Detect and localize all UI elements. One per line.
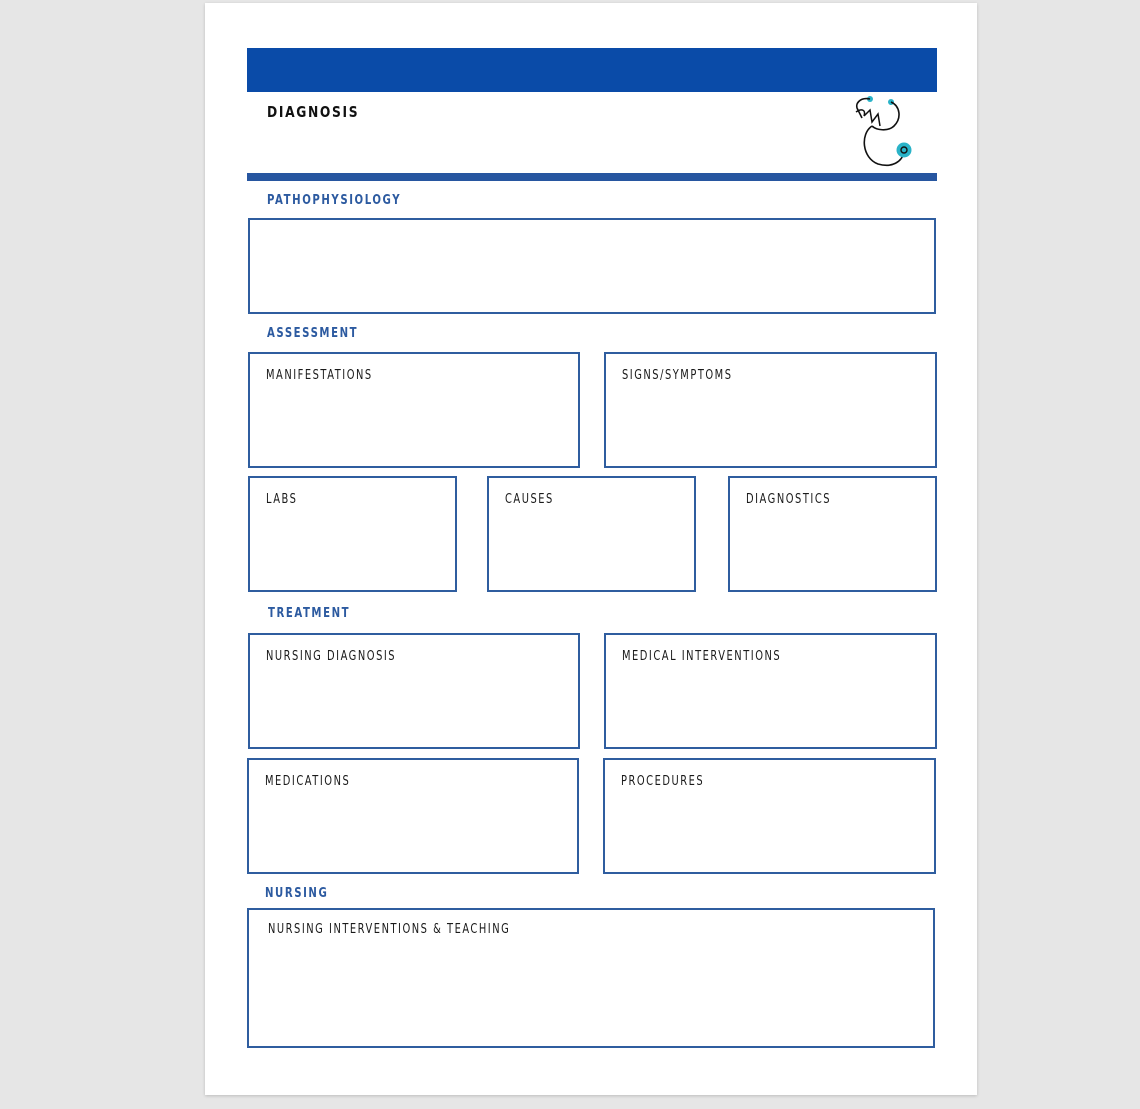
pathophysiology-field[interactable] <box>248 218 936 314</box>
manifestations-label: MANIFESTATIONS <box>266 368 373 383</box>
section-heading-assessment: ASSESSMENT <box>267 326 359 341</box>
signs-symptoms-label: SIGNS/SYMPTOMS <box>622 368 733 383</box>
labs-field[interactable] <box>248 476 457 592</box>
causes-field[interactable] <box>487 476 696 592</box>
section-heading-nursing: NURSING <box>265 886 329 901</box>
medical-interventions-label: MEDICAL INTERVENTIONS <box>622 649 782 664</box>
signs-symptoms-field[interactable] <box>604 352 937 468</box>
manifestations-field[interactable] <box>248 352 580 468</box>
section-heading-pathophysiology: PATHOPHYSIOLOGY <box>267 193 402 208</box>
labs-label: LABS <box>266 492 298 507</box>
medical-interventions-field[interactable] <box>604 633 937 749</box>
section-heading-treatment: TREATMENT <box>268 606 351 621</box>
nursing-diagnosis-label: NURSING DIAGNOSIS <box>266 649 397 664</box>
causes-label: CAUSES <box>505 492 554 507</box>
procedures-field[interactable] <box>603 758 936 874</box>
medications-field[interactable] <box>247 758 579 874</box>
nursing-diagnosis-field[interactable] <box>248 633 580 749</box>
header-divider <box>247 173 937 181</box>
diagnostics-field[interactable] <box>728 476 937 592</box>
nursing-interventions-teaching-field[interactable] <box>247 908 935 1048</box>
medications-label: MEDICATIONS <box>265 774 351 789</box>
nursing-interventions-teaching-label: NURSING INTERVENTIONS & TEACHING <box>268 922 511 937</box>
page-title: DIAGNOSIS <box>267 103 360 121</box>
stethoscope-icon <box>848 92 918 172</box>
diagnostics-label: DIAGNOSTICS <box>746 492 832 507</box>
header-color-bar <box>247 48 937 92</box>
procedures-label: PROCEDURES <box>621 774 705 789</box>
